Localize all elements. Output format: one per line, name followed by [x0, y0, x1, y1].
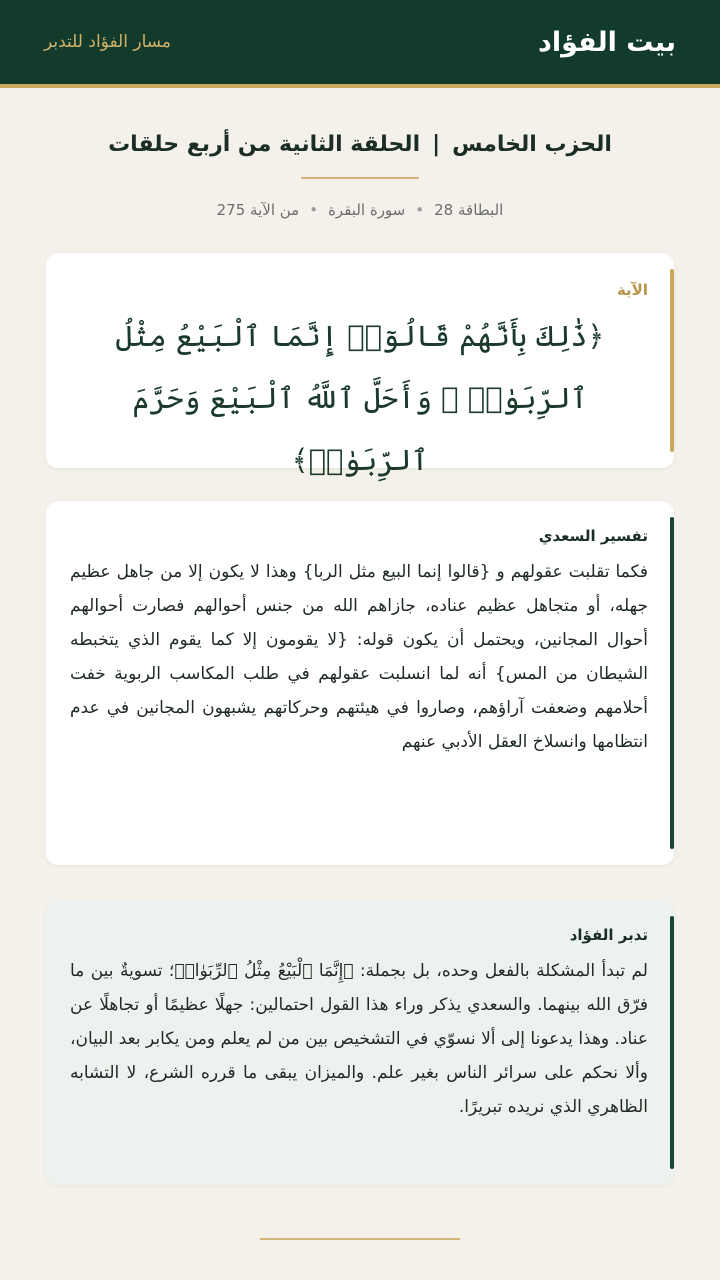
- card-meta: [0, 201, 720, 219]
- tafsir-label: تفسير السعدي: [538, 527, 648, 545]
- episode-title: الحلقة الثانية من أربع حلقات: [108, 132, 421, 157]
- ayah-card: [46, 253, 674, 477]
- app-title: بيت الفؤاد: [537, 26, 676, 58]
- top-app-bar: [0, 0, 720, 88]
- tadabbur-card: [46, 900, 674, 1185]
- tafsir-card: [46, 501, 674, 865]
- section-heading: [0, 132, 720, 157]
- ayah-accent-bar: [670, 269, 674, 452]
- ayah-text: ﴿ذَٰلِكَ بِأَنَّهُمْ قَالُوٓا۟ إِنَّمَا ٱلْبَيْعُ مِثْلُ ٱلرِّبَوٰا۟ ۗ وَأَحَلَّ ٱللَّهُ ٱلْبَيْعَ وَحَرَّمَ ٱلرِّبَوٰا۟﴾: [115, 319, 605, 477]
- tadabbur-text: لم تبدأ المشكلة بالفعل وحده، بل بجملة: ﴿إِنَّمَا ٱلْبَيْعُ مِثْلُ ٱلرِّبَوٰا۟﴾؛ تسويةٌ بين ما فرّق الله بينهما. والسعدي يذكر وراء هذا القول احتمالين: جهلًا عظيمًا أو تجاهلًا عن عناد. وهذا يدعونا إلى ألا نسوّي في التشخيص بين من لم يعلم ومن يكابر بعد البيان، وألا نحكم على سرائر الناس بغير علم. والميزان يبقى ما قرره الشرع، لا التشابه الظاهري الذي نريده تبريرًا.: [70, 961, 648, 1117]
- meta-dot: •: [309, 201, 319, 219]
- heading-divider: [301, 177, 419, 179]
- bottom-divider: [260, 1238, 460, 1240]
- ayah-label: الآية: [616, 281, 648, 299]
- ayah-number: من الآية 275: [216, 201, 300, 219]
- tafsir-accent-bar: [670, 517, 674, 849]
- hizb-title: الحزب الخامس: [452, 132, 612, 157]
- tadabbur-accent-bar: [670, 916, 674, 1169]
- tadabbur-label: تدبر الفؤاد: [569, 926, 648, 944]
- surah-name: سورة البقرة: [328, 201, 406, 219]
- heading-separator: |: [432, 132, 441, 157]
- tafsir-text: فكما تقلبت عقولهم و {قالوا إنما البيع مثل الربا} وهذا لا يكون إلا من جاهل عظيم جهله، أو متجاهل عظيم عناده، جازاهم الله من جنس أحوالهم فصارت أحوالهم أحوال المجانين، ويحتمل أن يكون قوله: {لا يقومون إلا كما يقوم الذي يتخبطه الشيطان من المس} أنه لما انسلبت عقولهم في طلب المكاسب الربوية خفت أحلامهم وضعفت آراؤهم، وصاروا في هيئتهم وحركاتهم يشبهون المجانين في عدم انتظامها وانسلاخ العقل الأدبي عنهم: [70, 562, 648, 752]
- app-subtitle[interactable]: مسار الفؤاد للتدبر: [44, 32, 172, 52]
- meta-dot: •: [415, 201, 425, 219]
- card-number: البطاقة 28: [434, 201, 504, 219]
